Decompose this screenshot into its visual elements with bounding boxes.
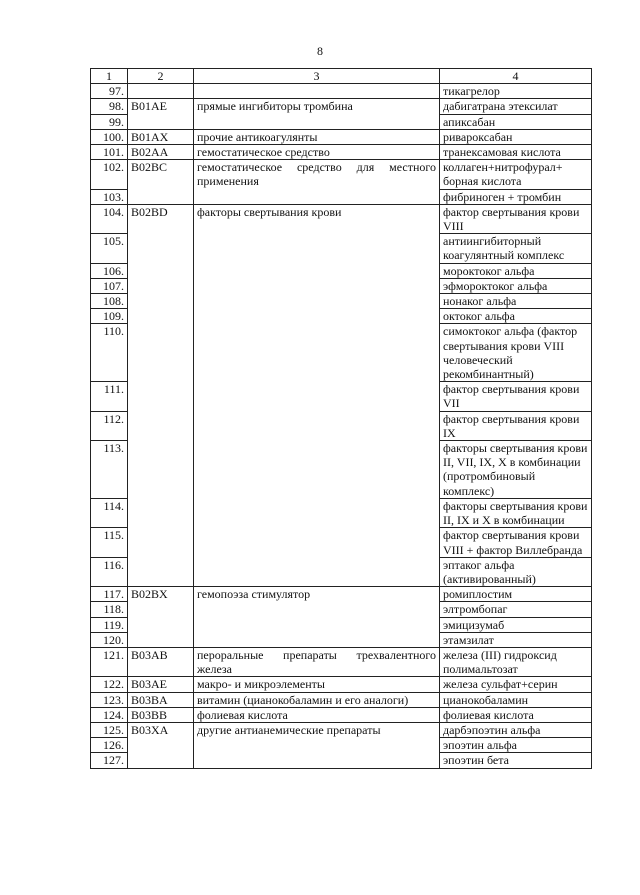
row-number: 112.: [91, 411, 128, 440]
drug-name: эпоэтин бета: [440, 753, 592, 768]
drug-name: октоког альфа: [440, 309, 592, 324]
drug-name: симоктоког альфа (фактор свертывания крови VIII человеческий рекомбинантный): [440, 324, 592, 382]
drug-table: [90, 68, 592, 769]
drug-group: пероральные препараты трехвалентного железа: [194, 647, 440, 676]
drug-name: этамзилат: [440, 632, 592, 647]
row-number: 97.: [91, 84, 128, 99]
table-row: [91, 160, 592, 189]
drug-name: эпоэтин альфа: [440, 738, 592, 753]
table-row: [91, 707, 592, 722]
row-number: 127.: [91, 753, 128, 768]
atc-code: B03BA: [128, 692, 194, 707]
row-number: 99.: [91, 114, 128, 129]
row-number: 122.: [91, 677, 128, 692]
row-number: 105.: [91, 234, 128, 263]
drug-name: фактор свертывания крови VIII: [440, 204, 592, 233]
header-cell: 4: [440, 69, 592, 84]
row-number: 118.: [91, 602, 128, 617]
row-number: 113.: [91, 441, 128, 499]
row-number: 98.: [91, 99, 128, 114]
table-row: [91, 84, 592, 99]
drug-name: транексамовая кислота: [440, 145, 592, 160]
drug-name: эптаког альфа (активированный): [440, 557, 592, 586]
row-number: 103.: [91, 189, 128, 204]
row-number: 120.: [91, 632, 128, 647]
row-number: 123.: [91, 692, 128, 707]
row-number: 126.: [91, 738, 128, 753]
drug-name: антиингибиторный коагулянтный комплекс: [440, 234, 592, 263]
drug-group: фолиевая кислота: [194, 707, 440, 722]
row-number: 101.: [91, 145, 128, 160]
drug-name: нонаког альфа: [440, 294, 592, 309]
drug-name: мороктоког альфа: [440, 263, 592, 278]
table-row: [91, 677, 592, 692]
page-number: 8: [317, 44, 323, 58]
row-number: 114.: [91, 498, 128, 527]
drug-group: витамин (цианокобаламин и его аналоги): [194, 692, 440, 707]
drug-group: факторы свертывания крови: [194, 204, 440, 586]
drug-name: цианокобаламин: [440, 692, 592, 707]
table-row: [91, 204, 592, 233]
table-header-row: [91, 69, 592, 84]
atc-code: B02BX: [128, 587, 194, 648]
row-number: 117.: [91, 587, 128, 602]
atc-code: [128, 84, 194, 99]
drug-name: фактор свертывания крови IX: [440, 411, 592, 440]
drug-name: ромиплостим: [440, 587, 592, 602]
atc-code: B02AA: [128, 145, 194, 160]
drug-name: элтромбопаг: [440, 602, 592, 617]
row-number: 119.: [91, 617, 128, 632]
table-row: [91, 587, 592, 602]
drug-name: факторы свертывания крови II, VII, IX, X в комбинации (протромбиновый комплекс): [440, 441, 592, 499]
atc-code: B01AX: [128, 129, 194, 144]
drug-name: дабигатрана этексилат: [440, 99, 592, 114]
drug-name: фибриноген + тромбин: [440, 189, 592, 204]
table-row: [91, 692, 592, 707]
row-number: 109.: [91, 309, 128, 324]
drug-name: фактор свертывания крови VII: [440, 382, 592, 411]
row-number: 106.: [91, 263, 128, 278]
row-number: 115.: [91, 528, 128, 557]
drug-name: железа сульфат+серин: [440, 677, 592, 692]
drug-group: гемостатическое средство: [194, 145, 440, 160]
row-number: 116.: [91, 557, 128, 586]
atc-code: B03AB: [128, 647, 194, 676]
row-number: 108.: [91, 294, 128, 309]
drug-name: фолиевая кислота: [440, 707, 592, 722]
atc-code: B03AE: [128, 677, 194, 692]
row-number: 100.: [91, 129, 128, 144]
table-row: [91, 99, 592, 114]
drug-name: апиксабан: [440, 114, 592, 129]
row-number: 121.: [91, 647, 128, 676]
atc-code: B02BC: [128, 160, 194, 205]
row-number: 111.: [91, 382, 128, 411]
drug-group: прочие антикоагулянты: [194, 129, 440, 144]
drug-group: гемостатическое средство для местного применения: [194, 160, 440, 205]
atc-code: B01AE: [128, 99, 194, 129]
drug-group: гемопоэза стимулятор: [194, 587, 440, 648]
header-cell: 1: [91, 69, 128, 84]
drug-name: факторы свертывания крови II, IX и X в комбинации: [440, 498, 592, 527]
drug-name: тикагрелор: [440, 84, 592, 99]
drug-name: железа (III) гидроксид полимальтозат: [440, 647, 592, 676]
drug-name: эмицизумаб: [440, 617, 592, 632]
table-row: [91, 722, 592, 737]
table-row: [91, 129, 592, 144]
atc-code: B03XA: [128, 722, 194, 768]
drug-name: дарбэпоэтин альфа: [440, 722, 592, 737]
row-number: 124.: [91, 707, 128, 722]
drug-name: ривароксабан: [440, 129, 592, 144]
atc-code: B02BD: [128, 204, 194, 586]
drug-name: фактор свертывания крови VIII + фактор Виллебранда: [440, 528, 592, 557]
drug-group: другие антианемические препараты: [194, 722, 440, 768]
row-number: 110.: [91, 324, 128, 382]
drug-name: коллаген+нитрофурал+ борная кислота: [440, 160, 592, 189]
drug-group: [194, 84, 440, 99]
drug-group: макро- и микроэлементы: [194, 677, 440, 692]
atc-code: B03BB: [128, 707, 194, 722]
drug-group: прямые ингибиторы тромбина: [194, 99, 440, 129]
header-cell: 3: [194, 69, 440, 84]
header-cell: 2: [128, 69, 194, 84]
row-number: 125.: [91, 722, 128, 737]
drug-name: эфмороктоког альфа: [440, 278, 592, 293]
row-number: 102.: [91, 160, 128, 189]
table-row: [91, 647, 592, 676]
row-number: 104.: [91, 204, 128, 233]
row-number: 107.: [91, 278, 128, 293]
table-row: [91, 145, 592, 160]
